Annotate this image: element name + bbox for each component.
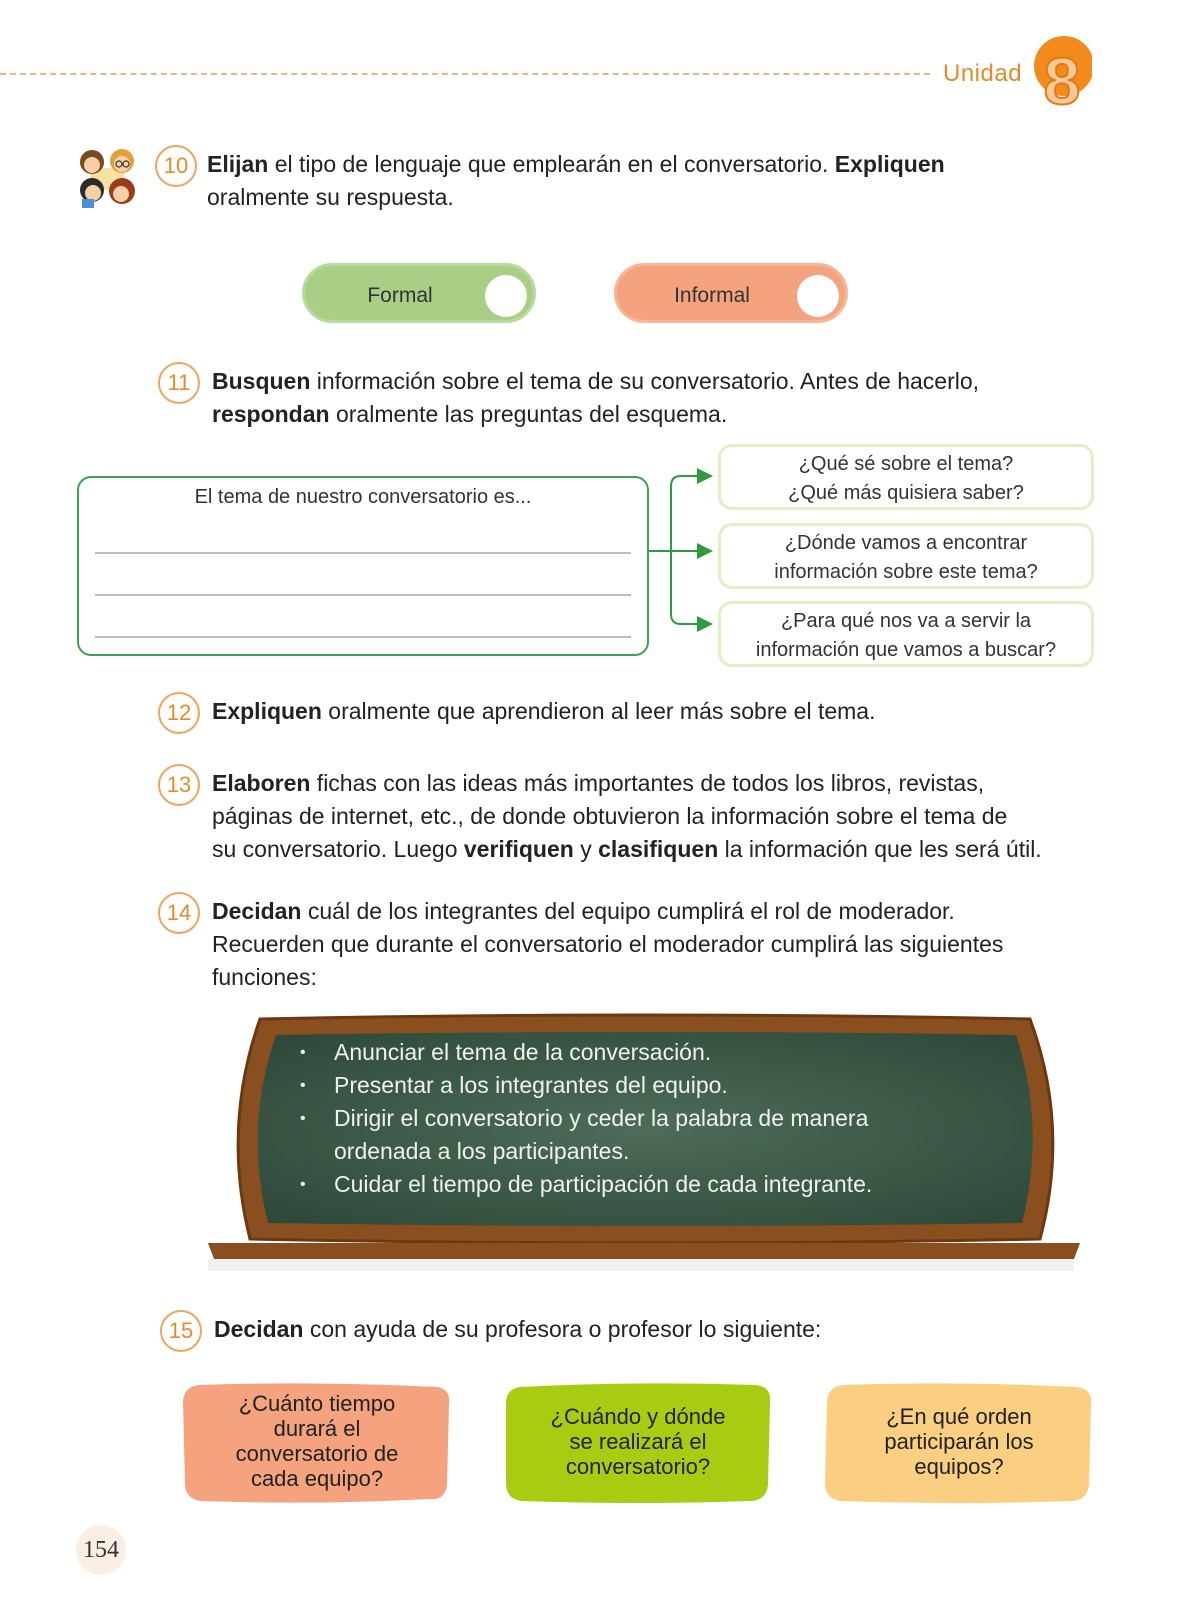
page-number: 154 [76, 1525, 126, 1575]
list-item: • Cuidar el tiempo de participación de cada integrante. [300, 1168, 872, 1201]
activity-11-text: Busquen información sobre el tema de su conversatorio. Antes de hacerlo, respondan oralmente las preguntas del esquema. [212, 368, 980, 427]
activity-14-text: Decidan cuál de los integrantes del equipo cumplirá el rol de moderador. Recuerden que durante el conversatorio el moderador cumplirá las siguientes funciones: [212, 898, 1004, 990]
informal-label: Informal [674, 284, 750, 307]
informal-check-circle[interactable] [797, 275, 839, 317]
activity-number-10: 10 [155, 145, 197, 187]
branch-arrows [649, 466, 721, 636]
unit-number-badge [1032, 34, 1092, 110]
question-box-2: ¿Dónde vamos a encontrar información sobre este tema? [718, 523, 1094, 589]
question-box-1: ¿Qué sé sobre el tema? ¿Qué más quisiera saber? [718, 444, 1094, 510]
activity-number-13: 13 [158, 764, 200, 806]
activity-10-text: Elijan el tipo de lenguaje que emplearán en el conversatorio. Expliquen oralmente su respuesta. [207, 151, 945, 210]
formal-option[interactable] [302, 263, 536, 323]
activity-number-11: 11 [158, 362, 200, 404]
activity-15-text: Decidan con ayuda de su profesora o profesor lo siguiente: [214, 1316, 822, 1342]
list-item-continuation: ordenada a los participantes. [334, 1138, 630, 1164]
writing-line[interactable] [95, 636, 631, 638]
topic-title: El tema de nuestro conversatorio es... [194, 486, 532, 508]
decision-box-order: ¿En qué orden participarán los equipos? [884, 1403, 1034, 1479]
activity-12-text: Expliquen oralmente que aprendieron al leer más sobre el tema. [212, 698, 876, 724]
unit-number: 8 [1043, 44, 1081, 110]
list-item: • Dirigir el conversatorio y ceder la palabra de manera [300, 1102, 872, 1135]
writing-line[interactable] [95, 594, 631, 596]
moderator-functions-list [300, 1036, 872, 1201]
team-work-icon [72, 144, 142, 210]
list-item: • Presentar a los integrantes del equipo. [300, 1069, 872, 1102]
list-item: • Anunciar el tema de la conversación. [300, 1036, 872, 1069]
formal-check-circle[interactable] [485, 275, 527, 317]
activity-number-14: 14 [158, 892, 200, 934]
unit-label: Unidad [943, 60, 1023, 87]
activity-number-15: 15 [160, 1310, 202, 1352]
activity-number-12: 12 [158, 692, 200, 734]
formal-label: Formal [367, 284, 433, 307]
question-box-3: ¿Para qué nos va a servir la información que vamos a buscar? [718, 601, 1094, 667]
decision-box-duration: ¿Cuánto tiempo durará el conversatorio de cada equipo? [235, 1391, 399, 1491]
decision-box-when-where: ¿Cuándo y dónde se realizará el conversatorio? [550, 1403, 726, 1479]
topic-box [77, 476, 649, 656]
activity-13-text: Elaboren fichas con las ideas más importantes de todos los libros, revistas, páginas de internet, etc., de donde obtuvieron la información sobre el tema de su conversatorio. Luego verifiquen y clasifiquen la información que les será útil. [212, 770, 1042, 862]
header-dashed-line [0, 73, 930, 75]
informal-option[interactable] [614, 263, 848, 323]
writing-line[interactable] [95, 552, 631, 554]
